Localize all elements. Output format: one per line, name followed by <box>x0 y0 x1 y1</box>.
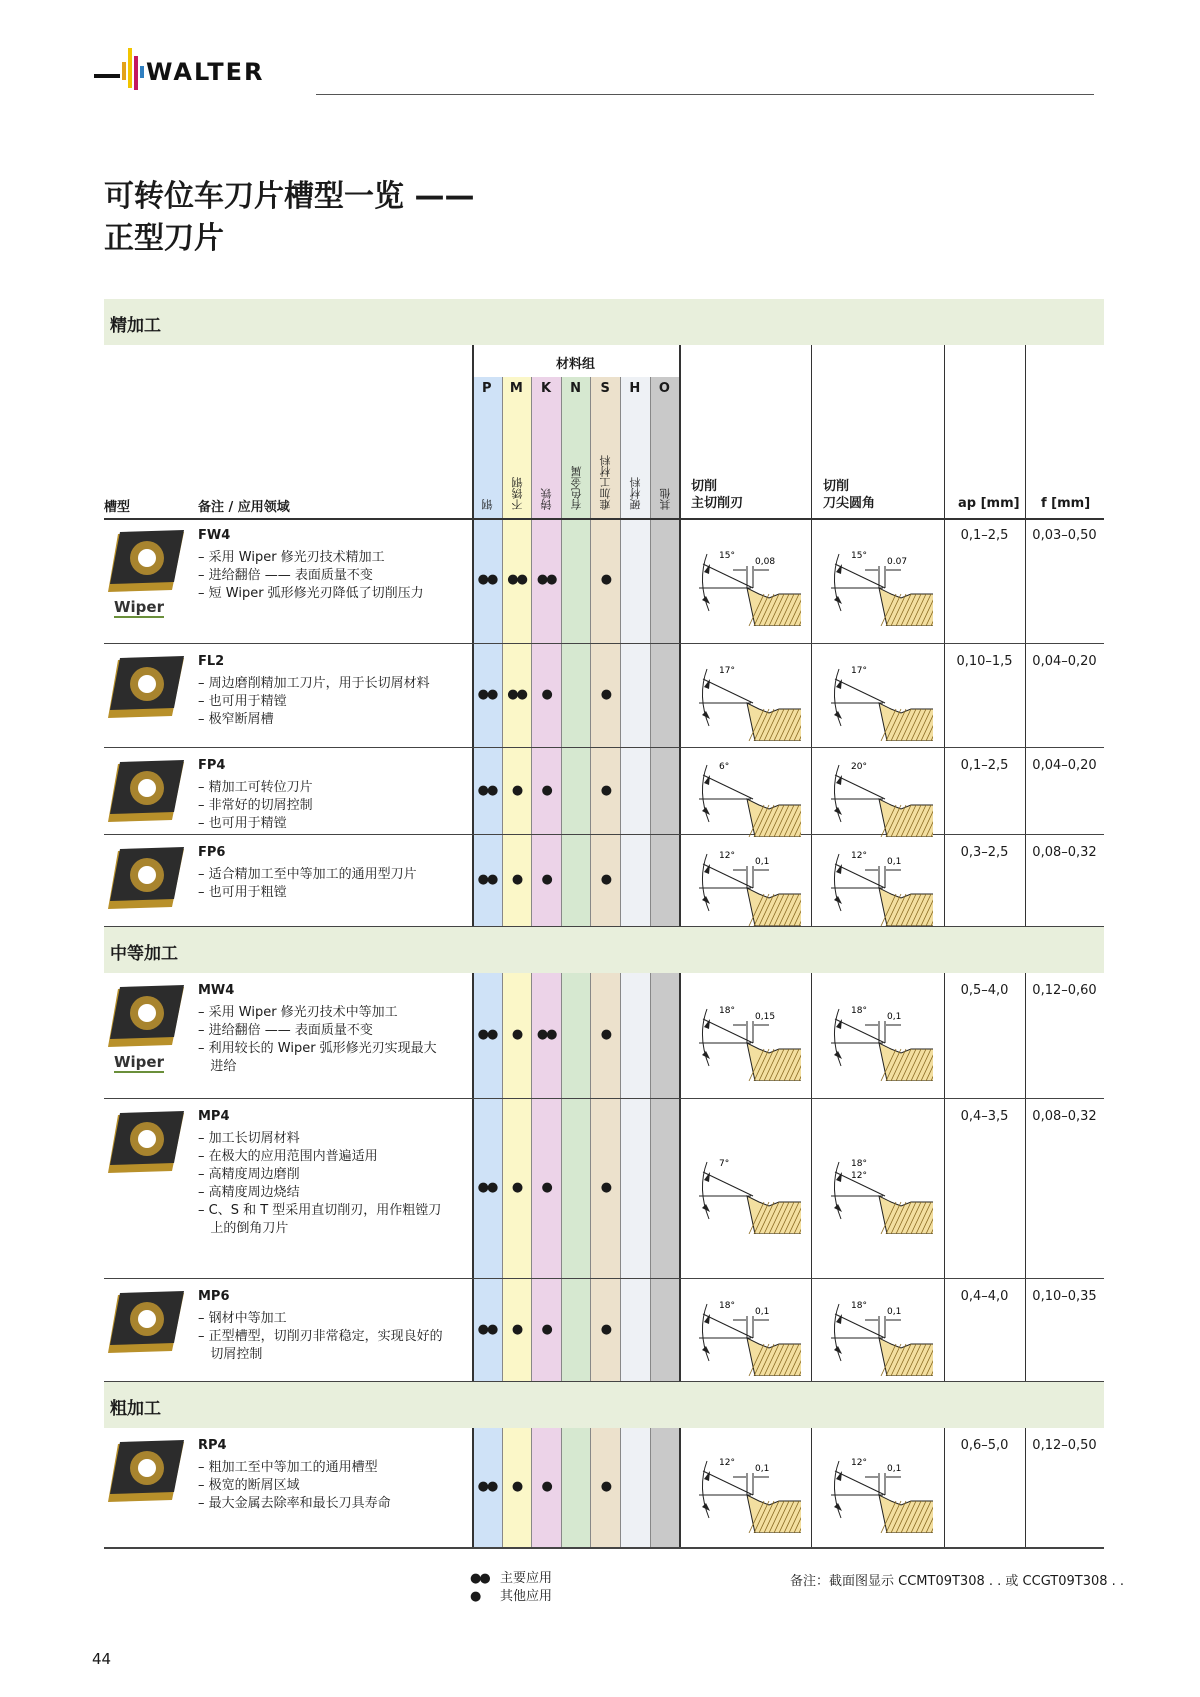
insert-image <box>106 654 186 734</box>
remark-line: – 极窄断屑槽 <box>198 712 274 727</box>
material-code-k: K <box>540 381 552 396</box>
insert-image <box>106 528 186 608</box>
column-divider <box>679 1428 681 1548</box>
ap-value: 0,10–1,5 <box>956 654 1013 669</box>
dimension-label: 0,1 <box>887 1464 902 1474</box>
remark-line: – 正型槽型，切削刃非常稳定，实现良好的 <box>198 1329 443 1344</box>
angle-label: 15° <box>851 551 867 561</box>
material-divider <box>531 377 532 927</box>
application-dots: ●● <box>477 1321 497 1337</box>
f-value: 0,08–0,32 <box>1032 845 1097 860</box>
material-code-o: O <box>658 381 670 396</box>
f-value: 0,08–0,32 <box>1032 1109 1097 1124</box>
wiper-badge: Wiper <box>114 598 164 616</box>
application-dots: ● <box>600 1479 611 1494</box>
application-dots: ● <box>541 1321 551 1337</box>
application-dots: ● <box>541 1479 551 1494</box>
insert-image <box>106 983 186 1063</box>
cutting-edge-diagram <box>689 1443 801 1533</box>
main-edge-header: 切削 主切削刃 <box>691 479 744 511</box>
groove-code: FP4 <box>198 758 226 773</box>
remark-line: 上的倒角刀片 <box>198 1221 289 1236</box>
remark-line: – 短 Wiper 弧形修光刃降低了切削压力 <box>198 586 424 601</box>
ap-value: 0,3–2,5 <box>960 845 1009 860</box>
application-dots: ● <box>600 1180 611 1195</box>
material-code-p: P <box>482 381 492 396</box>
ap-value: 0,1–2,5 <box>960 758 1009 773</box>
groove-code: MP6 <box>198 1289 230 1304</box>
remark-line: – C、S 和 T 型采用直切削刃，用作粗镗刀 <box>198 1203 442 1218</box>
material-code-m: M <box>509 381 523 396</box>
application-dots: ●● <box>477 782 497 798</box>
remark-line: – 也可用于精镗 <box>198 694 287 709</box>
single-dot-icon: ● <box>470 1589 482 1604</box>
application-dots: ● <box>541 872 551 887</box>
f-value: 0,03–0,50 <box>1032 528 1097 543</box>
groove-code: FL2 <box>198 654 225 669</box>
application-dots: ● <box>511 782 522 798</box>
angle-label: 7° <box>719 1159 730 1169</box>
groove-code: RP4 <box>198 1438 227 1453</box>
application-dots: ● <box>541 782 551 798</box>
header-divider <box>316 94 1094 95</box>
f-value: 0,10–0,35 <box>1032 1289 1097 1304</box>
remark-line: 进给 <box>198 1059 237 1074</box>
remark-line: – 也可用于精镗 <box>198 816 287 831</box>
cutting-edge-diagram <box>689 651 801 741</box>
material-name-n: 有色金属 <box>569 466 583 510</box>
ap-value: 0,6–5,0 <box>960 1438 1009 1453</box>
application-dots: ● <box>541 687 551 702</box>
angle-label: 18° <box>851 1006 867 1016</box>
insert-image <box>106 1289 186 1369</box>
material-name-o: 其他 <box>658 488 672 510</box>
groove-code: FP6 <box>198 845 226 860</box>
application-dots: ●● <box>507 572 526 587</box>
cutting-edge-diagram <box>821 1286 933 1376</box>
title-line-2: 正型刀片 <box>104 221 224 256</box>
cutting-edge-diagram <box>689 747 801 837</box>
application-dots: ● <box>511 872 522 887</box>
application-dots: ●● <box>536 572 556 587</box>
dimension-label: 0,1 <box>887 1012 902 1022</box>
groove-header: 槽型 <box>104 500 131 515</box>
ap-value: 0,4–3,5 <box>960 1109 1009 1124</box>
remark-line: – 采用 Wiper 修光刃技术中等加工 <box>198 1005 398 1020</box>
application-dots: ●● <box>477 687 497 702</box>
f-value: 0,04–0,20 <box>1032 758 1097 773</box>
footnote: 备注：截面图显示 CCMT09T308 . . 或 CCGT09T308 . . <box>790 1574 1125 1589</box>
application-dots: ● <box>600 1321 611 1337</box>
remarks-header: 备注 / 应用领域 <box>198 500 290 515</box>
column-divider <box>811 973 812 1382</box>
remark-line: – 加工长切屑材料 <box>198 1131 300 1146</box>
material-divider <box>590 377 591 927</box>
cutting-edge-diagram <box>689 836 801 926</box>
remark-line: – 非常好的切屑控制 <box>198 798 313 813</box>
angle-label-2: 12° <box>851 1171 867 1181</box>
remark-line: – 利用较长的 Wiper 弧形修光刃实现最大 <box>198 1041 437 1056</box>
remark-line: – 极宽的断屑区域 <box>198 1478 300 1493</box>
material-name-s: 难加工材料 <box>599 455 613 510</box>
angle-label: 18° <box>851 1159 867 1169</box>
column-divider <box>811 1428 812 1548</box>
column-divider <box>811 345 812 927</box>
application-dots: ● <box>600 872 611 887</box>
remark-line: – 在极大的应用范围内普遍适用 <box>198 1149 378 1164</box>
f-value: 0,12–0,50 <box>1032 1438 1097 1453</box>
material-divider <box>620 377 621 927</box>
angle-label: 20° <box>851 761 867 772</box>
material-name-p: 钢 <box>481 499 494 510</box>
groove-code: FW4 <box>198 528 231 543</box>
angle-label: 12° <box>719 1458 735 1468</box>
ap-value: 0,5–4,0 <box>960 983 1009 998</box>
row-divider <box>104 926 1104 927</box>
row-divider <box>104 747 1104 748</box>
ap-header: ap [mm] <box>958 496 1020 511</box>
material-divider <box>650 1428 651 1548</box>
angle-label: 12° <box>719 851 735 861</box>
column-divider <box>1025 345 1026 927</box>
application-dots: ●● <box>477 1027 497 1042</box>
application-dots: ● <box>541 1180 551 1195</box>
dimension-label: 0,15 <box>755 1012 776 1022</box>
material-code-h: H <box>629 381 641 396</box>
column-divider <box>1025 973 1026 1382</box>
cutting-edge-diagram <box>821 836 933 926</box>
insert-image <box>106 758 186 838</box>
dimension-label: 0.07 <box>887 557 908 567</box>
application-dots: ● <box>511 1027 522 1042</box>
remark-line: – 精加工可转位刀片 <box>198 780 313 795</box>
row-divider <box>104 1278 1104 1279</box>
angle-label: 17° <box>851 666 867 676</box>
material-code-n: N <box>570 381 582 396</box>
material-name-k: 铸铁 <box>540 488 554 510</box>
cutting-edge-diagram <box>689 1286 801 1376</box>
material-divider <box>650 973 651 1382</box>
cutting-edge-diagram <box>821 1443 933 1533</box>
remark-line: – 高精度周边磨削 <box>198 1167 300 1182</box>
application-dots: ●● <box>507 687 526 702</box>
dimension-label: 0,1 <box>755 1464 770 1474</box>
remark-line: 切屑控制 <box>198 1347 263 1362</box>
groove-code: MW4 <box>198 983 235 998</box>
row-divider <box>104 834 1104 835</box>
cutting-edge-diagram <box>821 747 933 837</box>
dimension-label: 0,1 <box>887 857 902 867</box>
dimension-label: 0,1 <box>755 1306 770 1317</box>
angle-label: 12° <box>851 1458 867 1468</box>
application-dots: ● <box>600 782 611 798</box>
application-dots: ●● <box>477 1180 497 1195</box>
wiper-badge: Wiper <box>114 1053 164 1071</box>
section-header: 中等加工 <box>104 927 1104 973</box>
legend <box>470 1570 552 1606</box>
groove-code: MP4 <box>198 1109 230 1124</box>
material-divider <box>650 377 651 927</box>
header-rule <box>104 518 1104 520</box>
material-group-label: 材料组 <box>555 357 595 372</box>
application-dots: ●● <box>477 572 497 587</box>
application-dots: ● <box>511 1479 522 1494</box>
row-divider <box>104 1098 1104 1099</box>
section-header: 粗加工 <box>104 1382 1104 1428</box>
title-line-1: 可转位车刀片槽型一览 —— <box>104 179 475 214</box>
brand-name: WALTER <box>146 58 265 86</box>
cutting-edge-diagram <box>821 991 933 1081</box>
application-dots: ●● <box>477 872 497 887</box>
remark-line: – 粗加工至中等加工的通用槽型 <box>198 1460 378 1475</box>
insert-image <box>106 1438 186 1518</box>
material-name-m: 不锈钢 <box>510 477 524 510</box>
section-header: 精加工 <box>104 299 1104 345</box>
cutting-edge-diagram <box>821 1144 933 1234</box>
angle-label: 18° <box>851 1300 867 1311</box>
row-divider <box>104 643 1104 644</box>
insert-image <box>106 845 186 925</box>
page-number: 44 <box>92 1650 112 1668</box>
application-dots: ●● <box>477 1479 497 1494</box>
dimension-label: 0,1 <box>755 857 770 867</box>
corner-header: 切削 刀尖圆角 <box>823 479 876 511</box>
remark-line: – 适合精加工至中等加工的通用型刀片 <box>198 867 417 882</box>
f-value: 0,12–0,60 <box>1032 983 1097 998</box>
f-value: 0,04–0,20 <box>1032 654 1097 669</box>
row-divider <box>104 1381 1104 1382</box>
double-dot-icon: ●● <box>470 1571 489 1586</box>
application-dots: ● <box>511 1321 522 1337</box>
column-divider <box>679 973 681 1382</box>
column-divider <box>679 345 681 927</box>
row-divider <box>104 1547 1104 1549</box>
remark-line: – 进给翻倍 —— 表面质量不变 <box>198 1023 373 1038</box>
cutting-edge-diagram <box>689 1144 801 1234</box>
remark-line: – 采用 Wiper 修光刃技术精加工 <box>198 550 385 565</box>
application-dots: ● <box>600 1027 611 1042</box>
angle-label: 17° <box>719 666 735 676</box>
cutting-edge-diagram <box>821 536 933 626</box>
angle-label: 15° <box>719 551 735 561</box>
angle-label: 6° <box>719 761 730 772</box>
legend-main: 主要应用 <box>500 1571 553 1586</box>
material-name-h: 硬材料 <box>629 477 642 510</box>
angle-label: 18° <box>719 1006 735 1016</box>
material-code-s: S <box>600 381 610 396</box>
dimension-label: 0,08 <box>755 557 776 567</box>
f-header: f [mm] <box>1041 496 1091 511</box>
angle-label: 18° <box>719 1300 735 1311</box>
page-title <box>104 176 474 260</box>
remark-line: – 钢材中等加工 <box>198 1311 287 1326</box>
remark-line: – 也可用于粗镗 <box>198 885 287 900</box>
column-divider <box>944 345 945 927</box>
column-divider <box>944 973 945 1382</box>
cutting-edge-diagram <box>821 651 933 741</box>
application-dots: ● <box>511 1180 522 1195</box>
legend-other: 其他应用 <box>500 1589 553 1604</box>
dimension-label: 0,1 <box>887 1306 902 1317</box>
angle-label: 12° <box>851 851 867 861</box>
material-divider <box>561 377 562 927</box>
insert-image <box>106 1109 186 1189</box>
column-divider <box>472 345 474 927</box>
ap-value: 0,4–4,0 <box>960 1289 1009 1304</box>
remark-line: – 高精度周边烧结 <box>198 1185 300 1200</box>
remark-line: – 最大金属去除率和最长刀具寿命 <box>198 1496 391 1511</box>
material-divider <box>502 377 503 927</box>
application-dots: ●● <box>536 1027 556 1042</box>
remark-line: – 进给翻倍 —— 表面质量不变 <box>198 568 373 583</box>
cutting-edge-diagram <box>689 991 801 1081</box>
application-dots: ● <box>600 572 611 587</box>
remark-line: – 周边磨削精加工刀片，用于长切屑材料 <box>198 676 430 691</box>
ap-value: 0,1–2,5 <box>960 528 1009 543</box>
cutting-edge-diagram <box>689 536 801 626</box>
application-dots: ● <box>600 687 611 702</box>
